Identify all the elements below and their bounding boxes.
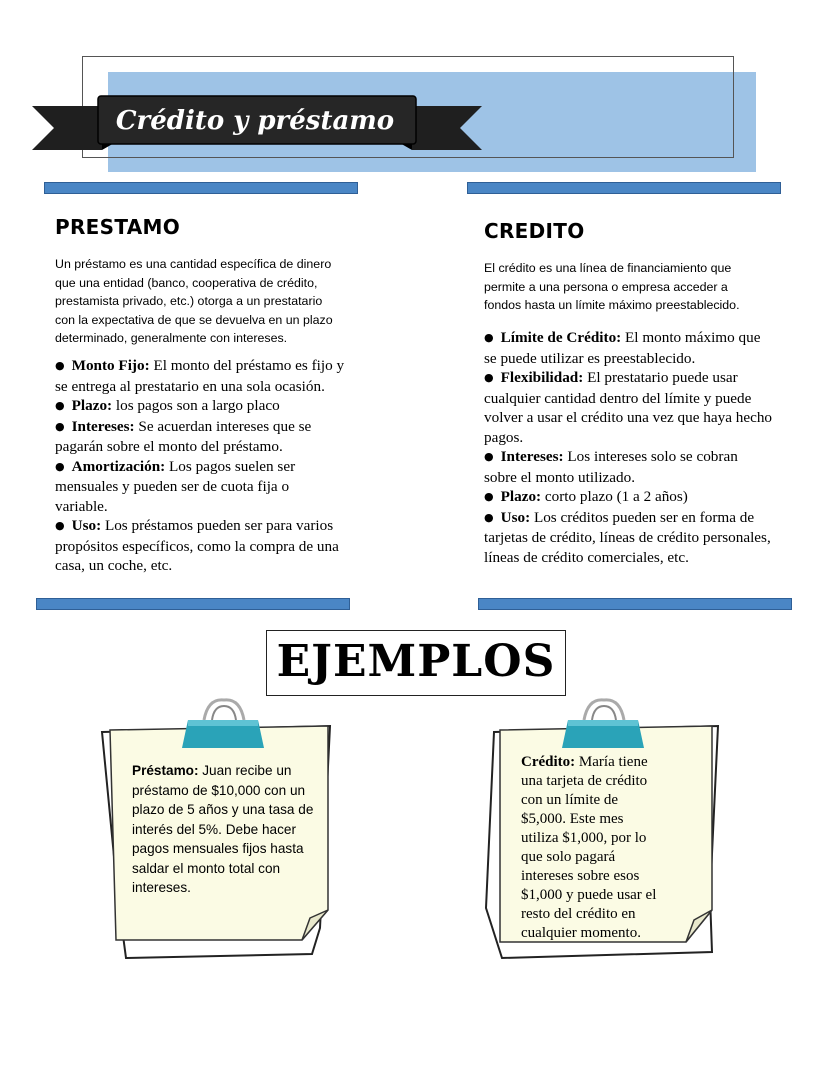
note-line: interés del 5%. Debe hacer	[132, 821, 296, 837]
note-line: con un límite de	[521, 792, 619, 808]
note-line: una tarjeta de crédito	[521, 773, 648, 789]
bullet-icon: ●	[55, 519, 65, 532]
intro-line: fondos hasta un límite máximo preestablecido.	[484, 298, 740, 312]
ejemplos-title: EJEMPLOS	[266, 630, 566, 696]
top-bar-right	[467, 182, 781, 194]
note-line-text: María tiene	[575, 754, 648, 770]
note-line-text: Juan recibe un	[198, 763, 292, 778]
note-line: cualquier momento.	[521, 925, 641, 941]
note-line: préstamo de $10,000 con un	[132, 782, 306, 798]
prestamo-intro	[55, 255, 355, 348]
note-line: $5,000. Este mes	[521, 811, 624, 827]
credito-feature-list	[484, 328, 774, 567]
list-item: ● Intereses: Se acuerdan intereses que se pagarán sobre el monto del préstamo.	[55, 417, 312, 455]
note-prestamo-text	[132, 761, 340, 898]
intro-line: que una entidad (banco, cooperativa de crédito,	[55, 275, 318, 290]
bullet-icon: ●	[484, 331, 494, 344]
bullet-icon: ●	[55, 399, 65, 412]
list-item: ● Uso: Los créditos pueden ser en forma de tarjetas de crédito, líneas de crédito personales, líneas de crédito comerciales, etc.	[484, 508, 771, 566]
intro-line: Un préstamo es una cantidad específica de dinero	[55, 257, 332, 271]
bullet-icon: ●	[484, 510, 494, 524]
note-line: pagos mensuales fijos hasta	[132, 841, 304, 856]
note-line: resto del crédito en	[521, 906, 636, 922]
intro-line: determinado, generalmente con intereses.	[55, 331, 288, 345]
intro-line: con la expectativa de que se devuelva en un plazo	[55, 312, 333, 327]
intro-line: permite a una persona o empresa acceder a	[484, 279, 728, 294]
note-term: Crédito:	[521, 754, 576, 770]
bottom-bar-left	[36, 598, 350, 610]
list-item: ● Plazo: corto plazo (1 a 2 años)	[484, 488, 688, 505]
binder-clip-icon	[562, 700, 644, 748]
list-item: ● Monto Fijo: El monto del préstamo es fijo y se entrega al prestatario en una sola ocasión.	[55, 357, 345, 395]
bullet-icon: ●	[55, 419, 65, 433]
list-item: ● Uso: Los préstamos pueden ser para varios propósitos específicos, como la compra de una casa, un coche, etc.	[55, 517, 339, 574]
bullet-icon: ●	[484, 450, 494, 463]
bullet-icon: ●	[55, 359, 65, 372]
bullet-icon: ●	[484, 490, 494, 503]
list-item: ● Amortización: Los pagos suelen ser mensuales y pueden ser de cuota fija o variable.	[55, 457, 296, 515]
note-term: Préstamo:	[132, 763, 199, 778]
note-line: intereses sobre esos	[521, 868, 640, 884]
credito-intro	[484, 259, 794, 315]
note-credito-text	[521, 753, 721, 943]
page-title: Crédito y préstamo	[115, 106, 395, 136]
top-bar-left	[44, 182, 358, 194]
list-item: ● Intereses: Los intereses solo se cobran sobre el monto utilizado.	[484, 448, 738, 486]
intro-line: prestamista privado, etc.) otorga a un prestatario	[55, 294, 323, 308]
list-item: ● Límite de Crédito: El monto máximo que se puede utilizar es preestablecido.	[484, 329, 761, 367]
note-line: utiliza $1,000, por lo	[521, 830, 647, 846]
prestamo-heading: PRESTAMO	[55, 215, 180, 239]
bottom-bar-right	[478, 598, 792, 610]
credito-heading: CREDITO	[484, 219, 585, 243]
list-item: ● Flexibilidad: El prestatario puede usar cualquier cantidad dentro del límite y puede volver a usar el crédito una vez que haya hecho pagos.	[484, 369, 773, 446]
note-line: que solo pagará	[521, 849, 616, 865]
note-line: $1,000 y puede usar el	[521, 887, 657, 903]
note-line	[132, 761, 340, 781]
prestamo-feature-list	[55, 356, 345, 576]
note-line: intereses.	[132, 880, 191, 895]
bullet-icon: ●	[55, 459, 65, 473]
note-line: plazo de 5 años y una tasa de	[132, 802, 314, 817]
binder-clip-icon	[182, 700, 264, 748]
intro-line: El crédito es una línea de financiamiento que	[484, 261, 732, 275]
note-line	[521, 753, 721, 772]
list-item: ● Plazo: los pagos son a largo placo	[55, 397, 280, 414]
note-line: saldar el monto total con	[132, 860, 281, 876]
bullet-icon: ●	[484, 371, 494, 384]
